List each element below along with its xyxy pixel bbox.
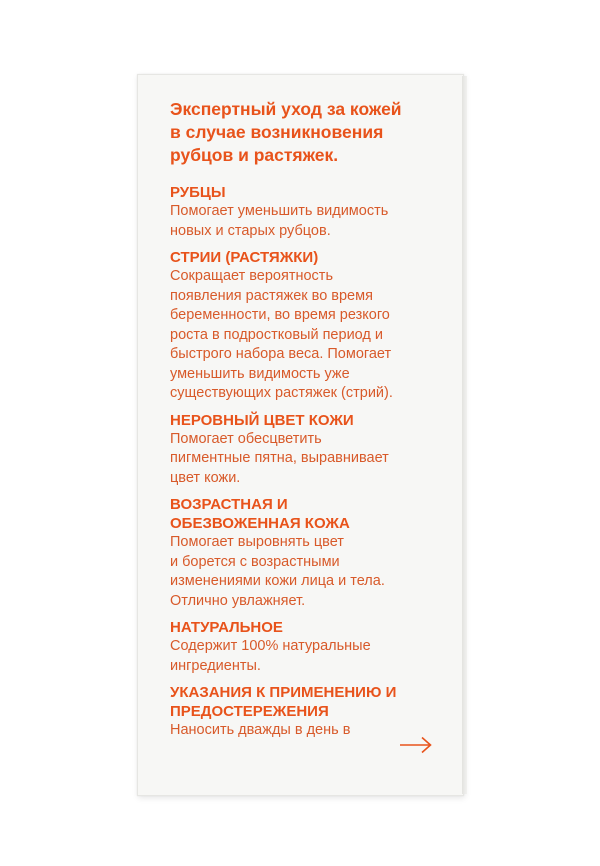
section-body: Помогает выровнять цвет и борется с возрастными изменениями кожи лица и тела. Отлично увлажняет.: [170, 534, 385, 609]
section-title: ВОЗРАСТНАЯ И ОБЕЗВОЖЕННАЯ КОЖА: [170, 496, 350, 532]
leaflet-headline: Экспертный уход за кожей в случае возникновения рубцов и растяжек.: [170, 99, 402, 165]
section-body: Содержит 100% натуральные ингредиенты.: [170, 638, 371, 674]
leaflet-content: [170, 98, 445, 748]
section-title: НАТУРАЛЬНОЕ: [170, 619, 283, 636]
section-body: Сокращает вероятность появления растяжек во время беременности, во время резкого роста в подростковый период и быстрого набора веса. Помогает уменьшить видимость уже существующих растяжек (стрий).: [170, 268, 393, 401]
section-title: РУБЦЫ: [170, 184, 226, 201]
section-title: НЕРОВНЫЙ ЦВЕТ КОЖИ: [170, 411, 354, 429]
section-scars: [170, 183, 445, 241]
section-body: Помогает уменьшить видимость новых и старых рубцов.: [170, 203, 389, 239]
section-natural: [170, 618, 445, 676]
section-aging-skin: [170, 495, 445, 611]
section-title: СТРИИ (РАСТЯЖКИ): [170, 249, 319, 266]
arrow-right-icon: [399, 735, 433, 755]
section-body: Наносить дважды в день в: [170, 722, 351, 738]
section-uneven-tone: [170, 411, 445, 489]
section-directions: [170, 683, 445, 741]
section-stretch-marks: [170, 248, 445, 404]
section-body: Помогает обесцветить пигментные пятна, выравнивает цвет кожи.: [170, 430, 389, 486]
section-title: УКАЗАНИЯ К ПРИМЕНЕНИЮ И ПРЕДОСТЕРЕЖЕНИЯ: [170, 684, 397, 720]
leaflet-edge: [462, 76, 467, 794]
